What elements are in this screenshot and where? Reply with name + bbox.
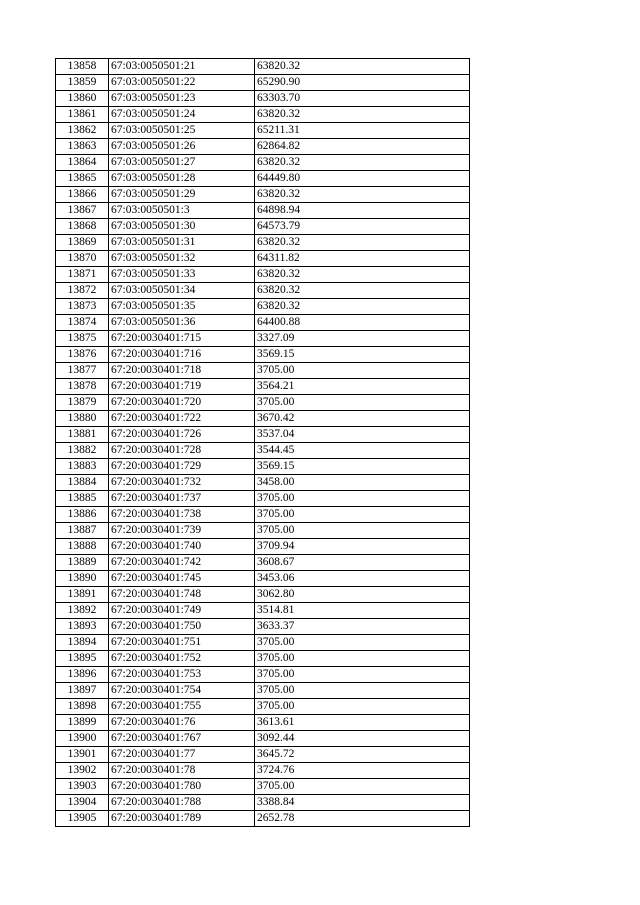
value-cell: 3705.00 — [255, 683, 470, 699]
cadastral-id-cell: 67:20:0030401:767 — [109, 731, 255, 747]
value-cell: 3458.00 — [255, 475, 470, 491]
value-cell: 3705.00 — [255, 363, 470, 379]
value-cell: 63820.32 — [255, 299, 470, 315]
row-number-cell: 13898 — [56, 699, 109, 715]
row-number-cell: 13876 — [56, 347, 109, 363]
row-number-cell: 13863 — [56, 139, 109, 155]
table-row — [56, 523, 470, 539]
table-row — [56, 491, 470, 507]
row-number-cell: 13867 — [56, 203, 109, 219]
table-row — [56, 235, 470, 251]
table-row — [56, 379, 470, 395]
cadastral-id-cell: 67:20:0030401:737 — [109, 491, 255, 507]
row-number-cell: 13887 — [56, 523, 109, 539]
value-cell: 3705.00 — [255, 779, 470, 795]
table-row — [56, 539, 470, 555]
table-row — [56, 59, 470, 75]
value-cell: 3705.00 — [255, 667, 470, 683]
value-cell: 3705.00 — [255, 507, 470, 523]
table-row — [56, 267, 470, 283]
row-number-cell: 13893 — [56, 619, 109, 635]
value-cell: 3453.06 — [255, 571, 470, 587]
value-cell: 3062.80 — [255, 587, 470, 603]
value-cell: 3608.67 — [255, 555, 470, 571]
table-row — [56, 411, 470, 427]
value-cell: 64898.94 — [255, 203, 470, 219]
cadastral-id-cell: 67:20:0030401:745 — [109, 571, 255, 587]
value-cell: 3327.09 — [255, 331, 470, 347]
cadastral-id-cell: 67:03:0050501:21 — [109, 59, 255, 75]
cadastral-id-cell: 67:03:0050501:31 — [109, 235, 255, 251]
row-number-cell: 13885 — [56, 491, 109, 507]
cadastral-id-cell: 67:03:0050501:30 — [109, 219, 255, 235]
cadastral-id-cell: 67:03:0050501:26 — [109, 139, 255, 155]
value-cell: 3705.00 — [255, 491, 470, 507]
cadastral-id-cell: 67:03:0050501:23 — [109, 91, 255, 107]
cadastral-id-cell: 67:03:0050501:28 — [109, 171, 255, 187]
row-number-cell: 13879 — [56, 395, 109, 411]
table-row — [56, 171, 470, 187]
cadastral-id-cell: 67:03:0050501:36 — [109, 315, 255, 331]
row-number-cell: 13873 — [56, 299, 109, 315]
value-cell: 3633.37 — [255, 619, 470, 635]
cadastral-id-cell: 67:03:0050501:33 — [109, 267, 255, 283]
row-number-cell: 13901 — [56, 747, 109, 763]
table-row — [56, 219, 470, 235]
table-row — [56, 475, 470, 491]
value-cell: 3569.15 — [255, 459, 470, 475]
table-row — [56, 347, 470, 363]
value-cell: 3705.00 — [255, 523, 470, 539]
cadastral-id-cell: 67:03:0050501:29 — [109, 187, 255, 203]
cadastral-id-cell: 67:20:0030401:722 — [109, 411, 255, 427]
cadastral-id-cell: 67:20:0030401:719 — [109, 379, 255, 395]
table-row — [56, 635, 470, 651]
row-number-cell: 13899 — [56, 715, 109, 731]
cadastral-id-cell: 67:20:0030401:750 — [109, 619, 255, 635]
table-row — [56, 747, 470, 763]
value-cell: 63820.32 — [255, 155, 470, 171]
value-cell: 65211.31 — [255, 123, 470, 139]
cadastral-id-cell: 67:20:0030401:780 — [109, 779, 255, 795]
cadastral-id-cell: 67:20:0030401:748 — [109, 587, 255, 603]
row-number-cell: 13862 — [56, 123, 109, 139]
value-cell: 3670.42 — [255, 411, 470, 427]
row-number-cell: 13871 — [56, 267, 109, 283]
row-number-cell: 13880 — [56, 411, 109, 427]
row-number-cell: 13878 — [56, 379, 109, 395]
cadastral-id-cell: 67:20:0030401:718 — [109, 363, 255, 379]
cadastral-id-cell: 67:20:0030401:739 — [109, 523, 255, 539]
table-row — [56, 155, 470, 171]
table-row — [56, 187, 470, 203]
row-number-cell: 13881 — [56, 427, 109, 443]
table-row — [56, 123, 470, 139]
row-number-cell: 13865 — [56, 171, 109, 187]
value-cell: 3705.00 — [255, 395, 470, 411]
cadastral-id-cell: 67:03:0050501:34 — [109, 283, 255, 299]
cadastral-id-cell: 67:20:0030401:78 — [109, 763, 255, 779]
value-cell: 65290.90 — [255, 75, 470, 91]
row-number-cell: 13895 — [56, 651, 109, 667]
table-row — [56, 203, 470, 219]
value-cell: 3613.61 — [255, 715, 470, 731]
value-cell: 3645.72 — [255, 747, 470, 763]
row-number-cell: 13897 — [56, 683, 109, 699]
value-cell: 64400.88 — [255, 315, 470, 331]
cadastral-id-cell: 67:03:0050501:3 — [109, 203, 255, 219]
row-number-cell: 13888 — [56, 539, 109, 555]
value-cell: 3092.44 — [255, 731, 470, 747]
value-cell: 3388.84 — [255, 795, 470, 811]
value-cell: 3724.76 — [255, 763, 470, 779]
row-number-cell: 13900 — [56, 731, 109, 747]
cadastral-id-cell: 67:20:0030401:754 — [109, 683, 255, 699]
row-number-cell: 13892 — [56, 603, 109, 619]
cadastral-id-cell: 67:20:0030401:788 — [109, 795, 255, 811]
value-cell: 63303.70 — [255, 91, 470, 107]
table-row — [56, 603, 470, 619]
cadastral-id-cell: 67:20:0030401:752 — [109, 651, 255, 667]
cadastral-id-cell: 67:03:0050501:24 — [109, 107, 255, 123]
table-row — [56, 315, 470, 331]
cadastral-id-cell: 67:20:0030401:751 — [109, 635, 255, 651]
value-cell: 63820.32 — [255, 187, 470, 203]
cadastral-id-cell: 67:20:0030401:728 — [109, 443, 255, 459]
cadastral-id-cell: 67:20:0030401:716 — [109, 347, 255, 363]
value-cell: 3705.00 — [255, 699, 470, 715]
cadastral-id-cell: 67:03:0050501:35 — [109, 299, 255, 315]
value-cell: 3705.00 — [255, 651, 470, 667]
table-row — [56, 795, 470, 811]
value-cell: 64311.82 — [255, 251, 470, 267]
row-number-cell: 13875 — [56, 331, 109, 347]
row-number-cell: 13882 — [56, 443, 109, 459]
table-row — [56, 763, 470, 779]
table-row — [56, 299, 470, 315]
table-row — [56, 731, 470, 747]
cadastral-id-cell: 67:03:0050501:25 — [109, 123, 255, 139]
row-number-cell: 13869 — [56, 235, 109, 251]
cadastral-id-cell: 67:20:0030401:726 — [109, 427, 255, 443]
cadastral-id-cell: 67:03:0050501:22 — [109, 75, 255, 91]
table-row — [56, 363, 470, 379]
value-cell: 62864.82 — [255, 139, 470, 155]
table-row — [56, 331, 470, 347]
cadastral-id-cell: 67:20:0030401:729 — [109, 459, 255, 475]
cadastral-id-cell: 67:20:0030401:732 — [109, 475, 255, 491]
row-number-cell: 13858 — [56, 59, 109, 75]
table-row — [56, 139, 470, 155]
table-body — [56, 59, 470, 827]
value-cell: 63820.32 — [255, 59, 470, 75]
table-row — [56, 619, 470, 635]
row-number-cell: 13890 — [56, 571, 109, 587]
row-number-cell: 13884 — [56, 475, 109, 491]
row-number-cell: 13872 — [56, 283, 109, 299]
row-number-cell: 13870 — [56, 251, 109, 267]
row-number-cell: 13877 — [56, 363, 109, 379]
cadastral-id-cell: 67:20:0030401:720 — [109, 395, 255, 411]
cadastral-id-cell: 67:03:0050501:32 — [109, 251, 255, 267]
value-cell: 63820.32 — [255, 283, 470, 299]
data-table — [55, 58, 470, 827]
table-row — [56, 251, 470, 267]
cadastral-id-cell: 67:20:0030401:742 — [109, 555, 255, 571]
cadastral-id-cell: 67:20:0030401:77 — [109, 747, 255, 763]
row-number-cell: 13891 — [56, 587, 109, 603]
row-number-cell: 13904 — [56, 795, 109, 811]
table-row — [56, 427, 470, 443]
value-cell: 3569.15 — [255, 347, 470, 363]
table-row — [56, 571, 470, 587]
table-row — [56, 651, 470, 667]
cadastral-id-cell: 67:20:0030401:715 — [109, 331, 255, 347]
value-cell: 3537.04 — [255, 427, 470, 443]
value-cell: 63820.32 — [255, 107, 470, 123]
value-cell: 3544.45 — [255, 443, 470, 459]
row-number-cell: 13868 — [56, 219, 109, 235]
row-number-cell: 13859 — [56, 75, 109, 91]
table-row — [56, 283, 470, 299]
value-cell: 3514.81 — [255, 603, 470, 619]
cadastral-id-cell: 67:20:0030401:755 — [109, 699, 255, 715]
cadastral-id-cell: 67:20:0030401:738 — [109, 507, 255, 523]
table-row — [56, 395, 470, 411]
table-row — [56, 587, 470, 603]
row-number-cell: 13874 — [56, 315, 109, 331]
table-row — [56, 779, 470, 795]
value-cell: 64449.80 — [255, 171, 470, 187]
row-number-cell: 13864 — [56, 155, 109, 171]
value-cell: 63820.32 — [255, 235, 470, 251]
table-row — [56, 699, 470, 715]
table-row — [56, 459, 470, 475]
row-number-cell: 13860 — [56, 91, 109, 107]
cadastral-id-cell: 67:20:0030401:753 — [109, 667, 255, 683]
row-number-cell: 13902 — [56, 763, 109, 779]
table-row — [56, 811, 470, 827]
row-number-cell: 13861 — [56, 107, 109, 123]
table-row — [56, 443, 470, 459]
row-number-cell: 13894 — [56, 635, 109, 651]
table-row — [56, 555, 470, 571]
table-row — [56, 107, 470, 123]
row-number-cell: 13896 — [56, 667, 109, 683]
value-cell: 3564.21 — [255, 379, 470, 395]
table-row — [56, 91, 470, 107]
table-row — [56, 75, 470, 91]
table-row — [56, 667, 470, 683]
row-number-cell: 13889 — [56, 555, 109, 571]
row-number-cell: 13883 — [56, 459, 109, 475]
table-row — [56, 507, 470, 523]
value-cell: 64573.79 — [255, 219, 470, 235]
cadastral-id-cell: 67:20:0030401:740 — [109, 539, 255, 555]
table-row — [56, 683, 470, 699]
value-cell: 2652.78 — [255, 811, 470, 827]
row-number-cell: 13903 — [56, 779, 109, 795]
row-number-cell: 13905 — [56, 811, 109, 827]
value-cell: 3705.00 — [255, 635, 470, 651]
value-cell: 63820.32 — [255, 267, 470, 283]
table-row — [56, 715, 470, 731]
row-number-cell: 13866 — [56, 187, 109, 203]
cadastral-id-cell: 67:03:0050501:27 — [109, 155, 255, 171]
row-number-cell: 13886 — [56, 507, 109, 523]
cadastral-id-cell: 67:20:0030401:76 — [109, 715, 255, 731]
cadastral-id-cell: 67:20:0030401:789 — [109, 811, 255, 827]
cadastral-id-cell: 67:20:0030401:749 — [109, 603, 255, 619]
value-cell: 3709.94 — [255, 539, 470, 555]
